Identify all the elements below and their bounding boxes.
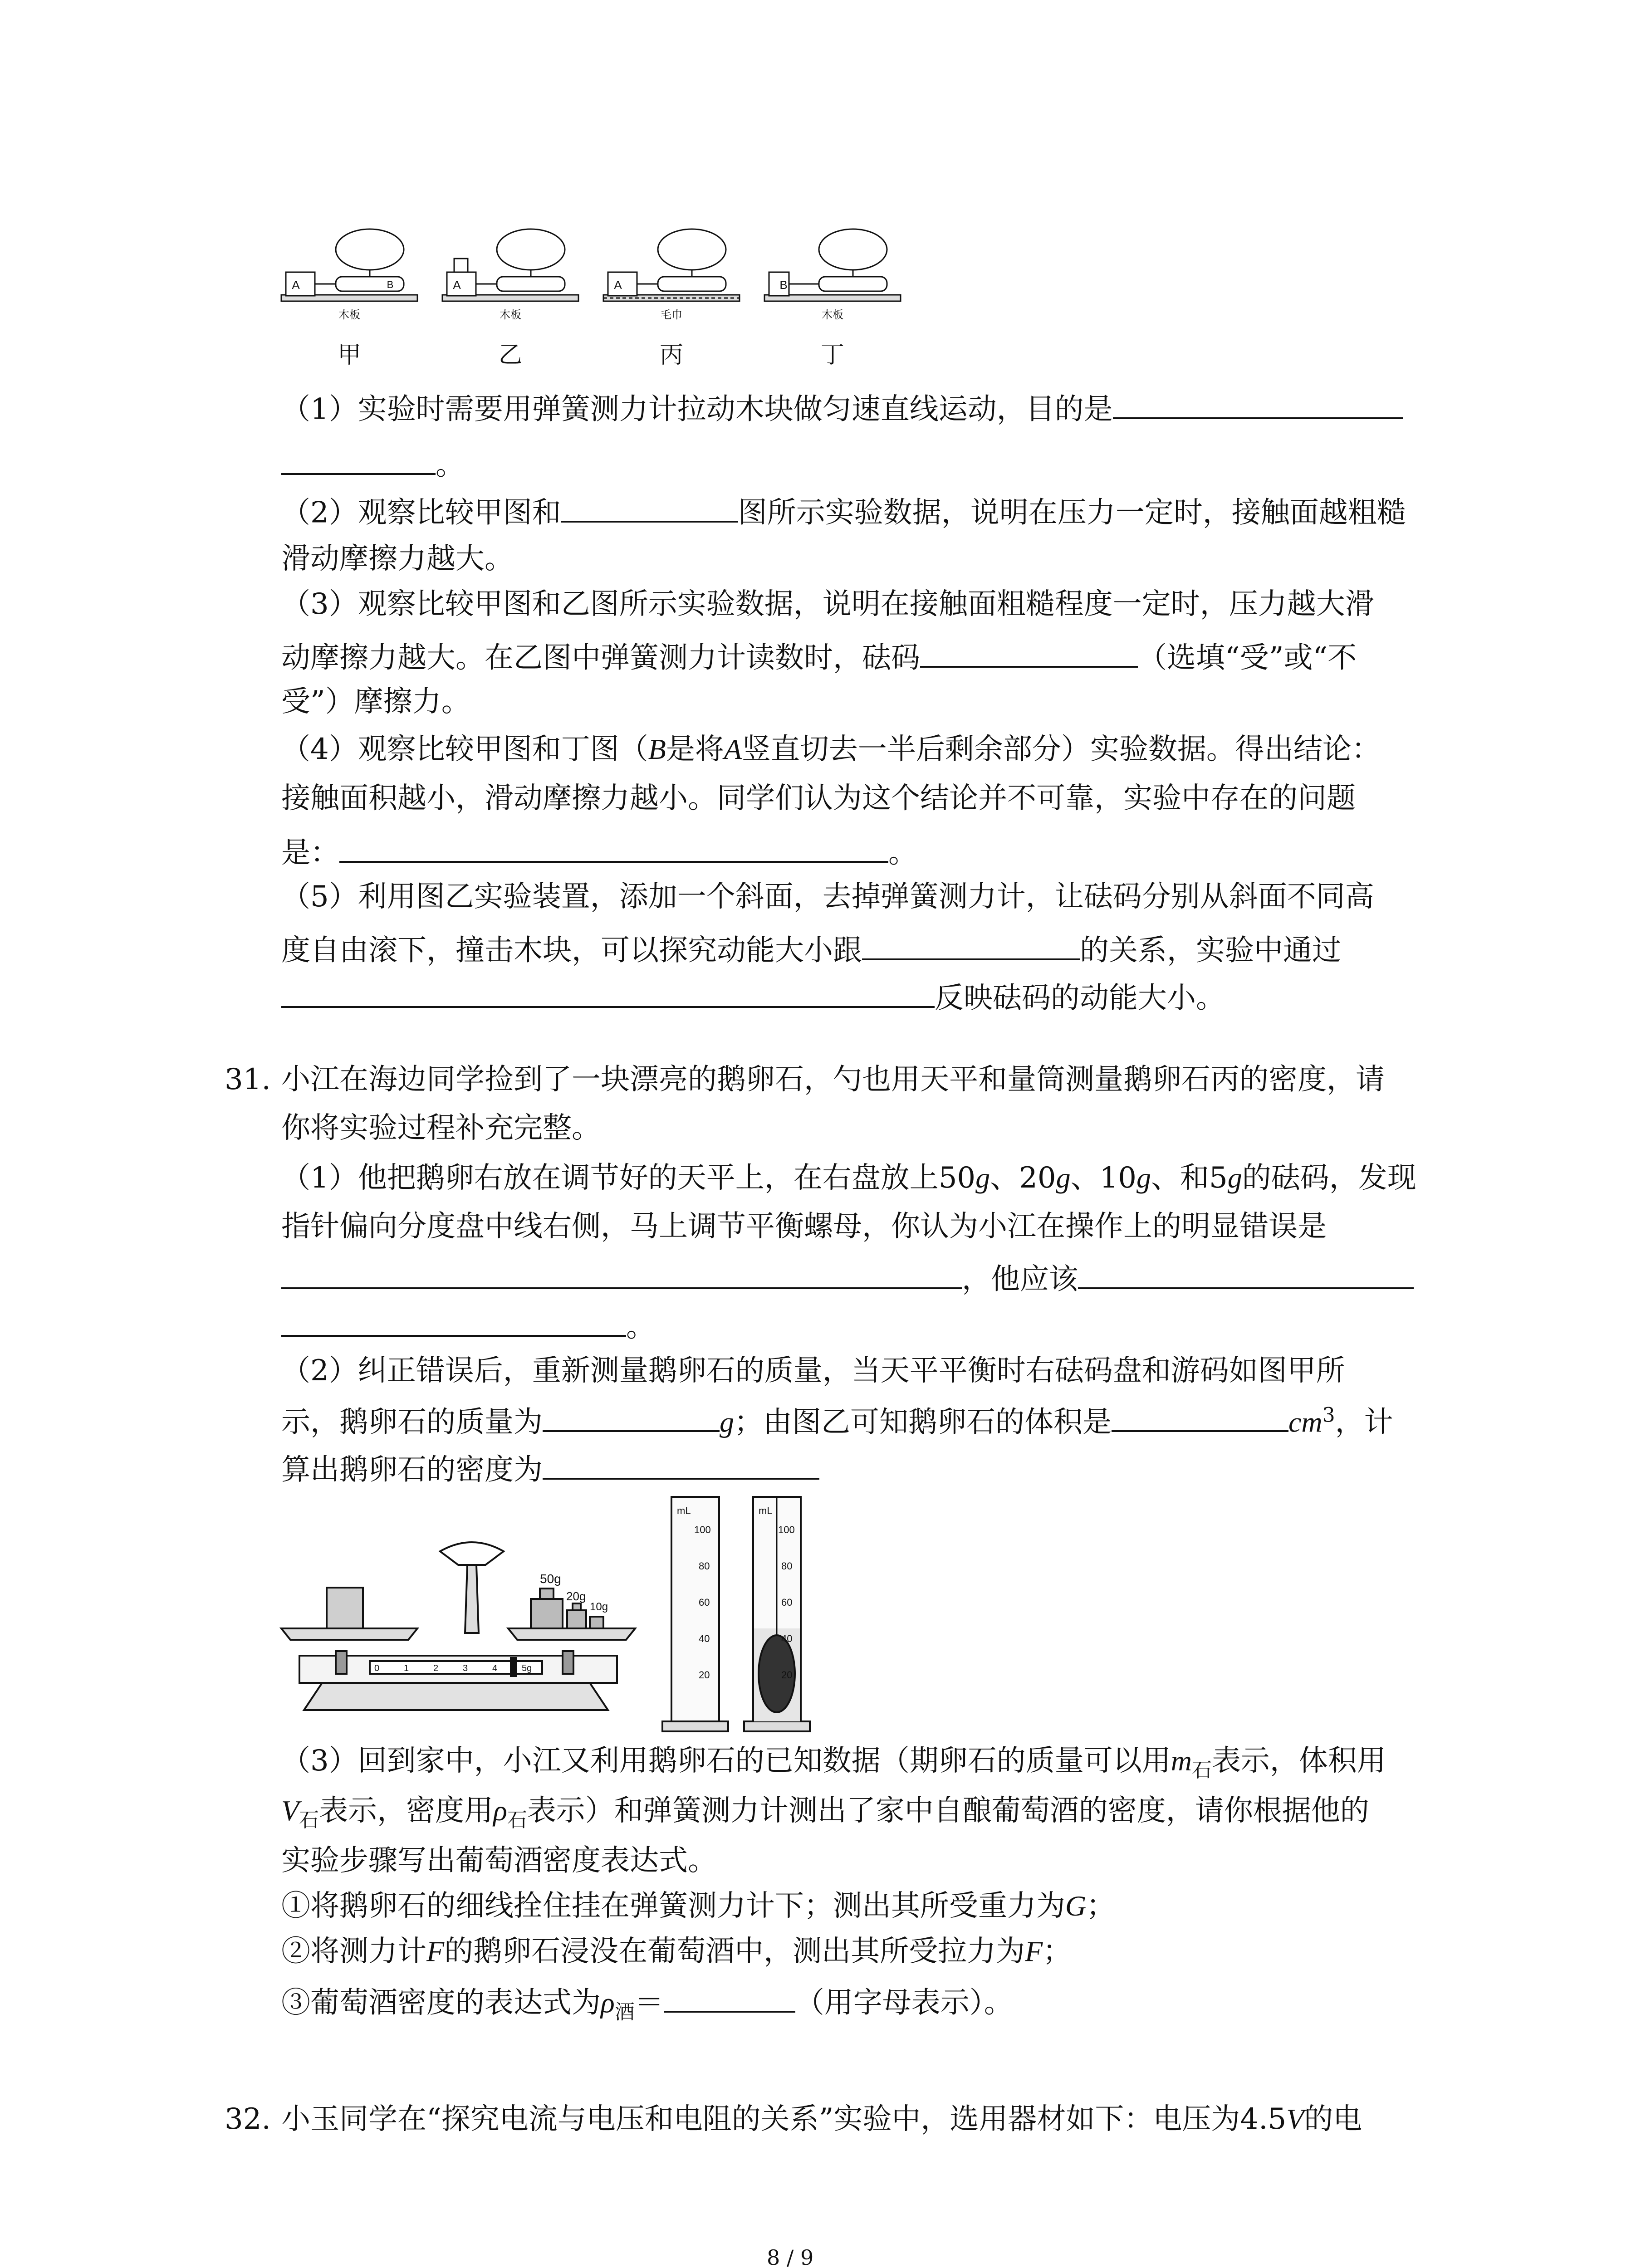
ring-label: B	[387, 279, 394, 290]
cylinder1-unit: mL	[677, 1505, 691, 1516]
q31-number: 31.	[225, 1063, 271, 1096]
q30-part3-line2: 动摩擦力越大。在乙图中弹簧测力计读数时，砝码 （选填“受”或“不	[281, 640, 1357, 673]
q30-part5-line2: 度自由滚下，撞击木块，可以探究动能大小跟 的关系，实验中通过	[281, 932, 1341, 965]
q32-text: 小玉同学在“探究电流与电压和电阻的关系”实验中，选用器材如下：电压为4.5V的电	[281, 2102, 1362, 2136]
cylinder2-tick-80: 80	[781, 1560, 793, 1572]
friction-experiment-figure	[272, 218, 916, 381]
weight-label-50g: 50g	[540, 1572, 561, 1586]
q31-part3-line3: 实验步骤写出葡萄酒密度表达式。	[281, 1844, 717, 1877]
cylinder2-tick-20: 20	[781, 1669, 793, 1681]
block-label-1: A	[292, 278, 300, 292]
block-label-3: A	[614, 278, 622, 292]
scale-4: 4	[492, 1663, 498, 1673]
answer-blank-31-1a[interactable]	[281, 1261, 962, 1289]
surface-label-4: 木板	[822, 309, 843, 321]
cylinder2-tick-60: 60	[781, 1597, 793, 1608]
answer-blank-31-wine-density[interactable]	[664, 1984, 795, 2013]
cylinder2-tick-40: 40	[781, 1633, 793, 1644]
answer-blank-31-1c[interactable]	[281, 1309, 626, 1337]
fig-label-jia: 甲	[337, 342, 362, 368]
answer-blank-31-mass[interactable]	[543, 1404, 720, 1432]
cylinder1-tick-20: 20	[699, 1669, 710, 1681]
scale-1: 1	[404, 1663, 409, 1673]
cylinder1-tick-100: 100	[694, 1524, 711, 1535]
fig-label-yi: 乙	[498, 342, 523, 368]
surface-label-3: 毛巾	[661, 309, 682, 321]
cylinder1-tick-80: 80	[699, 1560, 710, 1572]
scale-0: 0	[374, 1663, 380, 1673]
scale-2: 2	[433, 1663, 439, 1673]
fig-label-ding: 丁	[820, 342, 845, 368]
q31-part1-line4: 。	[281, 1309, 655, 1342]
answer-blank-30-2[interactable]	[561, 494, 738, 523]
q30-part5: （5）利用图乙实验装置，添加一个斜面，去掉弹簧测力计，让砝码分别从斜面不同高	[281, 880, 1374, 914]
answer-blank-31-volume[interactable]	[1112, 1404, 1288, 1432]
q31-part1: （1）他把鹅卵右放在调节好的天平上，在右盘放上50g、20g、10g、和5g的砝码，发现	[281, 1161, 1416, 1195]
q31-part3: （3）回到家中，小江又利用鹅卵石的已知数据（期卵石的质量可以用$m_石$表示，体积用	[281, 1744, 1386, 1782]
balance-and-cylinder-figure	[272, 1483, 862, 1742]
q30-part3: （3）观察比较甲图和乙图所示实验数据，说明在接触面粗糙程度一定时，压力越大滑	[281, 587, 1374, 621]
page-number: 8 / 9	[767, 2245, 814, 2268]
q30-part4-line2: 接触面积越小，滑动摩擦力越小。同学们认为这个结论并不可靠，实验中存在的问题	[281, 782, 1356, 815]
answer-blank-30-4[interactable]	[339, 835, 888, 863]
scale-5g: 5g	[522, 1663, 532, 1673]
q30-part3-line3: 受”）摩擦力。	[281, 685, 470, 719]
q31-part2-line2: 示，鹅卵石的质量为 g；由图乙可知鹅卵石的体积是 $cm^3$，计	[281, 1403, 1393, 1439]
answer-blank-31-1b[interactable]	[1078, 1261, 1414, 1289]
cylinder1-tick-60: 60	[699, 1597, 710, 1608]
q31-part1-line3: ，他应该	[281, 1261, 1414, 1294]
q31-part2-line3: 算出鹅卵石的密度为	[281, 1452, 819, 1485]
q30-part4-line3: 是： 。	[281, 835, 917, 868]
answer-blank-30-3[interactable]	[920, 640, 1138, 668]
scale-3: 3	[463, 1663, 468, 1673]
cylinder2-tick-100: 100	[778, 1524, 795, 1535]
q30-part4: （4）观察比较甲图和丁图（B是将A竖直切去一半后剩余部分）实验数据。得出结论：	[281, 733, 1381, 766]
answer-blank-30-5b[interactable]	[281, 980, 935, 1008]
q30-part1: （1）实验时需要用弹簧测力计拉动木块做匀速直线运动，目的是	[281, 391, 1403, 424]
answer-blank-30-5a[interactable]	[862, 932, 1080, 960]
surface-label-2: 木板	[500, 309, 521, 321]
q30-part2-line2: 滑动摩擦力越大。	[281, 542, 514, 576]
answer-blank-31-density[interactable]	[543, 1452, 819, 1480]
q31-part1-line2: 指针偏向分度盘中线右侧，马上调节平衡螺母，你认为小江在操作上的明显错误是	[281, 1210, 1327, 1243]
q30-part5-line3: 反映砝码的动能大小。	[281, 980, 1225, 1013]
q31-step2: ②将测力计F的鹅卵石浸没在葡萄酒中，测出其所受拉力为F；	[281, 1935, 1072, 1968]
weight-label-10g: 10g	[590, 1601, 608, 1613]
q31-part3-line2: $V_石$表示，密度用$\rho_石$表示）和弹簧测力计测出了家中自酿葡萄酒的密度，请你根据他的	[281, 1794, 1369, 1832]
answer-blank-30-1[interactable]	[1113, 391, 1403, 419]
surface-label-1: 木板	[338, 309, 360, 321]
q30-part2: （2）观察比较甲图和 图所示实验数据，说明在压力一定时，接触面越粗糙	[281, 494, 1406, 528]
q31-intro: 小江在海边同学捡到了一块漂亮的鹅卵石，勺也用天平和量筒测量鹅卵石丙的密度，请	[281, 1063, 1385, 1096]
q31-step3: ③葡萄酒密度的表达式为$\rho_酒=$ （用字母表示）。	[281, 1984, 1013, 2022]
q32-number: 32.	[225, 2102, 271, 2136]
q30-part1-tail: 。	[281, 447, 465, 480]
q31-intro-line2: 你将实验过程补充完整。	[281, 1111, 601, 1145]
q31-part2: （2）纠正错误后，重新测量鹅卵石的质量，当天平平衡时右砝码盘和游码如图甲所	[281, 1354, 1345, 1388]
block-label-2: A	[453, 278, 461, 292]
q31-step1: ①将鹅卵石的细线拴住挂在弹簧测力计下；测出其所受重力为G；	[281, 1889, 1116, 1923]
answer-blank-30-1b[interactable]	[281, 447, 436, 475]
fig-label-bing: 丙	[659, 342, 684, 368]
cylinder2-unit: mL	[759, 1505, 773, 1516]
weight-label-20g: 20g	[566, 1589, 586, 1603]
block-label-4: B	[779, 278, 788, 292]
cylinder1-tick-40: 40	[699, 1633, 710, 1644]
